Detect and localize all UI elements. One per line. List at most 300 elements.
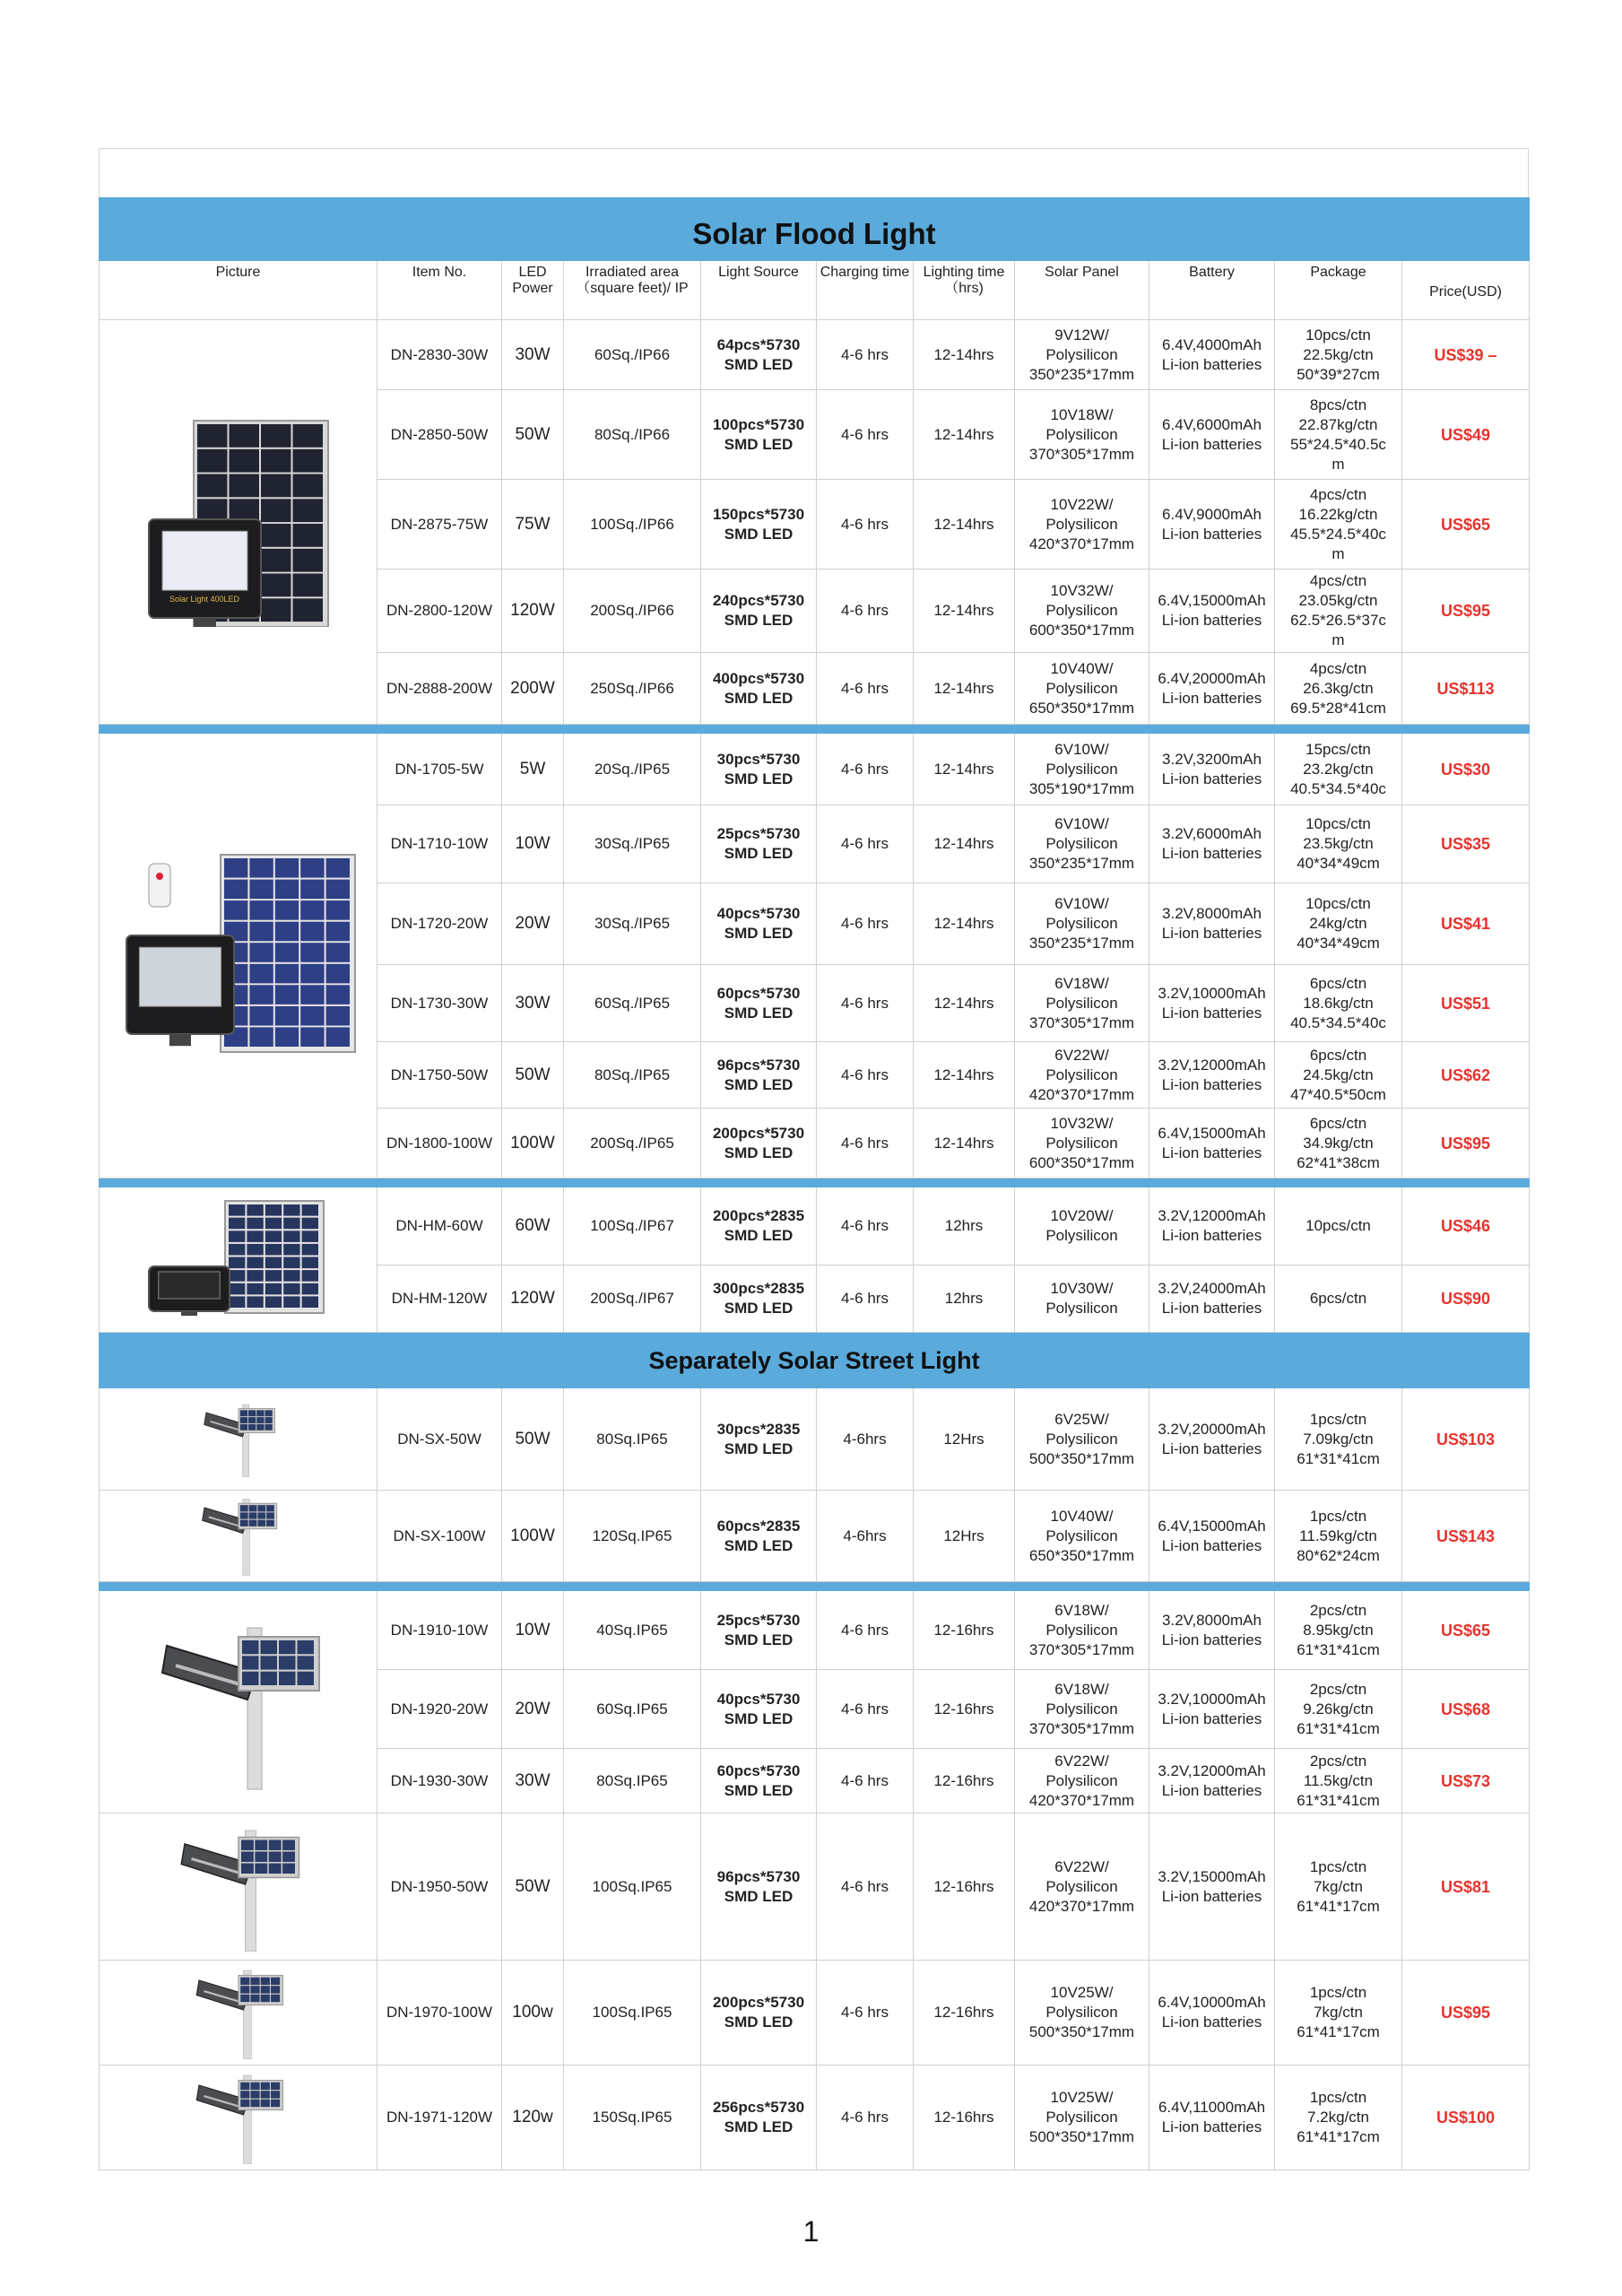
lighting-time-cell	[914, 1042, 1015, 1109]
lighting-time-cell-text: 12-14hrs	[933, 425, 994, 443]
price-cell-text: US$100	[1436, 2109, 1496, 2126]
light-source-cell	[701, 1109, 817, 1178]
svg-text:Solar Light 400LED: Solar Light 400LED	[169, 595, 239, 604]
charging-time-cell	[817, 1042, 914, 1109]
irradiated-area-cell	[564, 570, 701, 653]
lighting-time-cell-text: 12-14hrs	[933, 835, 994, 852]
price-cell	[1402, 1749, 1530, 1813]
solar-panel-cell	[1015, 1961, 1149, 2066]
battery-cell-text: 6.4V,10000mAh Li-ion batteries	[1158, 1994, 1266, 2031]
item-no-cell-text: DN-HM-120W	[391, 1290, 488, 1307]
irradiated-area-cell	[564, 390, 701, 480]
lighting-time-cell-text: 12hrs	[944, 1217, 984, 1234]
package-cell-text: 6pcs/ctn 24.5kg/ctn 47*40.5*50cm	[1290, 1046, 1386, 1103]
lighting-time-cell	[914, 1491, 1015, 1582]
item-no-cell-text: DN-1800-100W	[386, 1134, 493, 1152]
irradiated-area-cell-text: 100Sq./IP67	[590, 1217, 674, 1234]
flood-light-title: Solar Flood Light	[100, 198, 1530, 261]
led-power-cell-text: 50W	[515, 1065, 551, 1084]
package-cell-text: 8pcs/ctn 22.87kg/ctn 55*24.5*40.5c m	[1290, 396, 1386, 473]
irradiated-area-cell	[564, 883, 701, 965]
led-power-cell	[502, 965, 564, 1042]
light-source-cell	[701, 1670, 817, 1749]
led-power-cell-text: 60W	[515, 1216, 551, 1235]
package-cell-text: 1pcs/ctn 7.09kg/ctn 61*31*41cm	[1297, 1410, 1380, 1467]
irradiated-area-cell-text: 100Sq.IP65	[592, 2004, 672, 2021]
package-cell-text: 1pcs/ctn 7kg/ctn 61*41*17cm	[1297, 1857, 1380, 1915]
product-image	[100, 734, 377, 1178]
irradiated-area-cell-text: 250Sq./IP66	[590, 679, 674, 697]
price-cell-text: US$51	[1441, 994, 1491, 1013]
led-power-cell	[502, 1265, 564, 1333]
package-cell-text: 6pcs/ctn 34.9kg/ctn 62*41*38cm	[1297, 1114, 1380, 1171]
irradiated-area-cell	[564, 480, 701, 570]
package-cell	[1275, 570, 1402, 653]
package-cell	[1275, 1670, 1402, 1749]
charging-time-cell	[817, 1813, 914, 1961]
charging-time-cell	[817, 883, 914, 965]
item-no-cell-text: DN-HM-60W	[395, 1217, 483, 1234]
lighting-time-cell-text: 12-16hrs	[933, 1621, 994, 1639]
package-cell	[1275, 1749, 1402, 1813]
light-source-cell-text: 200pcs*5730 SMD LED	[712, 1124, 805, 1161]
light-source-cell-text: 60pcs*2835 SMD LED	[716, 1517, 801, 1554]
led-power-cell	[502, 1813, 564, 1961]
package-cell-text: 6pcs/ctn 18.6kg/ctn 40.5*34.5*40c	[1290, 974, 1386, 1031]
lighting-time-cell	[914, 320, 1015, 390]
price-cell	[1402, 1042, 1530, 1109]
package-cell-text: 1pcs/ctn 7kg/ctn 61*41*17cm	[1297, 1984, 1380, 2040]
led-power-cell-text: 100W	[510, 1526, 555, 1545]
light-source-cell	[701, 1042, 817, 1109]
item-no-cell-text: DN-1730-30W	[390, 994, 489, 1012]
charging-time-cell-text: 4-6 hrs	[841, 915, 889, 932]
lighting-time-cell	[914, 965, 1015, 1042]
charging-time-cell-text: 4-6 hrs	[841, 1065, 889, 1083]
product-table	[99, 197, 1530, 2170]
light-source-cell-text: 96pcs*5730 SMD LED	[716, 1056, 801, 1093]
lighting-time-cell	[914, 570, 1015, 653]
lighting-time-cell-text: 12-16hrs	[933, 2109, 994, 2126]
led-power-cell	[502, 570, 564, 653]
price-cell	[1402, 320, 1530, 390]
item-no-cell	[377, 1187, 502, 1265]
charging-time-cell	[817, 734, 914, 805]
battery-cell-text: 3.2V,12000mAh Li-ion batteries	[1158, 1761, 1266, 1799]
lighting-time-cell-text: 12-16hrs	[933, 2004, 994, 2021]
irradiated-area-cell	[564, 965, 701, 1042]
package-cell-text: 2pcs/ctn 11.5kg/ctn 61*31*41cm	[1297, 1752, 1380, 1809]
separator-bar	[100, 1582, 1530, 1591]
lighting-time-cell-text: 12-14hrs	[933, 1134, 994, 1152]
price-cell	[1402, 734, 1530, 805]
column-header: Lighting time（hrs)	[914, 261, 1015, 320]
item-no-cell-text: DN-1971-120W	[386, 2109, 493, 2126]
price-cell-text: US$46	[1441, 1217, 1491, 1235]
battery-cell	[1149, 653, 1275, 725]
solar-panel-cell	[1015, 1591, 1149, 1670]
item-no-cell	[377, 805, 502, 883]
battery-cell-text: 3.2V,8000mAh Li-ion batteries	[1161, 905, 1262, 942]
charging-time-cell	[817, 480, 914, 570]
light-source-cell-text: 25pcs*5730 SMD LED	[716, 1611, 801, 1648]
battery-cell-text: 3.2V,10000mAh Li-ion batteries	[1158, 984, 1266, 1022]
charging-time-cell	[817, 1961, 914, 2066]
package-cell	[1275, 2066, 1402, 2170]
solar-panel-cell-text: 10V30W/ Polysilicon	[1045, 1280, 1118, 1317]
lighting-time-cell	[914, 390, 1015, 480]
light-source-cell	[701, 570, 817, 653]
product-row	[100, 1491, 1530, 1582]
charging-time-cell-text: 4-6 hrs	[841, 1877, 889, 1895]
solar-panel-cell	[1015, 1670, 1149, 1749]
price-cell-text: US$143	[1436, 1526, 1496, 1545]
led-power-cell	[502, 480, 564, 570]
led-power-cell	[502, 320, 564, 390]
price-cell	[1402, 1187, 1530, 1265]
charging-time-cell-text: 4-6 hrs	[841, 425, 889, 443]
light-source-cell-text: 400pcs*5730 SMD LED	[712, 669, 805, 707]
led-power-cell	[502, 1187, 564, 1265]
battery-cell	[1149, 965, 1275, 1042]
street-light-with-pole-panel-icon	[149, 1789, 328, 1806]
irradiated-area-cell-text: 80Sq.IP65	[596, 1771, 668, 1789]
irradiated-area-cell-text: 60Sq./IP65	[594, 994, 671, 1012]
item-no-cell-text: DN-2800-120W	[386, 602, 493, 619]
solar-panel-cell-text: 10V20W/ Polysilicon	[1045, 1207, 1118, 1244]
light-source-cell	[701, 2066, 817, 2170]
product-image	[100, 1591, 377, 1813]
column-header: Package	[1275, 261, 1402, 320]
separator-bar	[100, 725, 1530, 734]
package-cell	[1275, 1187, 1402, 1265]
item-no-cell	[377, 1670, 502, 1749]
irradiated-area-cell	[564, 1265, 701, 1333]
separator-bar	[100, 1178, 1530, 1187]
solar-panel-cell	[1015, 1813, 1149, 1961]
item-no-cell	[377, 883, 502, 965]
led-power-cell-text: 5W	[519, 759, 546, 778]
led-power-cell	[502, 1670, 564, 1749]
charging-time-cell	[817, 1670, 914, 1749]
battery-cell-text: 3.2V,8000mAh Li-ion batteries	[1161, 1611, 1262, 1648]
battery-cell-text: 6.4V,4000mAh Li-ion batteries	[1161, 335, 1262, 373]
price-cell	[1402, 1491, 1530, 1582]
light-source-cell	[701, 1265, 817, 1333]
price-cell	[1402, 1813, 1530, 1961]
led-power-cell-text: 30W	[515, 993, 551, 1013]
lighting-time-cell	[914, 1388, 1015, 1491]
lighting-time-cell-text: 12-14hrs	[933, 915, 994, 932]
charging-time-cell-text: 4-6 hrs	[841, 2004, 889, 2021]
top-blank-area	[99, 148, 1529, 197]
column-header: Light Source	[701, 261, 817, 320]
led-power-cell-text: 20W	[515, 914, 551, 933]
light-source-cell	[701, 965, 817, 1042]
battery-cell	[1149, 1109, 1275, 1178]
price-cell-text: US$95	[1441, 602, 1491, 620]
price-cell-text: US$49	[1441, 425, 1491, 444]
led-power-cell-text: 120W	[510, 1289, 555, 1308]
lighting-time-cell-text: 12-14hrs	[933, 1065, 994, 1083]
solar-panel-cell	[1015, 1265, 1149, 1333]
solar-panel-cell	[1015, 1042, 1149, 1109]
package-cell-text: 2pcs/ctn 9.26kg/ctn 61*31*41cm	[1297, 1680, 1380, 1737]
led-power-cell	[502, 1042, 564, 1109]
charging-time-cell-text: 4-6 hrs	[841, 1217, 889, 1234]
street-light-dimensioned-100w-icon	[189, 2046, 288, 2063]
lighting-time-cell-text: 12-16hrs	[933, 1771, 994, 1789]
flood-light-title-row	[100, 198, 1530, 261]
charging-time-cell	[817, 653, 914, 725]
charging-time-cell	[817, 1749, 914, 1813]
item-no-cell-text: DN-1920-20W	[390, 1700, 489, 1718]
led-power-cell-text: 200W	[510, 678, 555, 698]
package-cell	[1275, 1491, 1402, 1582]
solar-panel-cell	[1015, 390, 1149, 480]
irradiated-area-cell	[564, 1749, 701, 1813]
battery-cell	[1149, 1749, 1275, 1813]
solar-panel-cell-text: 6V18W/ Polysilicon 370*305*17mm	[1028, 1601, 1135, 1658]
light-source-cell-text: 30pcs*5730 SMD LED	[716, 750, 801, 787]
item-no-cell-text: DN-1720-20W	[390, 915, 489, 932]
package-cell	[1275, 734, 1402, 805]
solar-panel-cell	[1015, 965, 1149, 1042]
product-row	[100, 1187, 1530, 1265]
lighting-time-cell	[914, 1109, 1015, 1178]
price-cell	[1402, 390, 1530, 480]
light-source-cell-text: 60pcs*5730 SMD LED	[716, 984, 801, 1022]
price-cell	[1402, 1591, 1530, 1670]
battery-cell	[1149, 1491, 1275, 1582]
irradiated-area-cell-text: 20Sq./IP65	[594, 760, 671, 778]
battery-cell	[1149, 883, 1275, 965]
lighting-time-cell-text: 12Hrs	[943, 1430, 984, 1448]
solar-panel-cell-text: 6V10W/ Polysilicon 350*235*17mm	[1028, 895, 1135, 952]
section-separator	[100, 1582, 1530, 1591]
charging-time-cell-text: 4-6 hrs	[841, 1700, 889, 1718]
light-source-cell-text: 60pcs*5730 SMD LED	[716, 1761, 801, 1799]
lighting-time-cell-text: 12-14hrs	[933, 679, 994, 697]
price-cell	[1402, 1388, 1530, 1491]
solar-panel-cell-text: 6V18W/ Polysilicon 370*305*17mm	[1028, 1680, 1135, 1737]
battery-cell	[1149, 570, 1275, 653]
product-row	[100, 1591, 1530, 1670]
street-light-100w-icon	[171, 1562, 306, 1579]
package-cell	[1275, 805, 1402, 883]
solar-panel-cell	[1015, 734, 1149, 805]
light-source-cell	[701, 883, 817, 965]
led-power-cell-text: 50W	[515, 424, 551, 444]
item-no-cell-text: DN-1750-50W	[390, 1065, 489, 1083]
column-header: LED Power	[502, 261, 564, 320]
package-cell-text: 4pcs/ctn 23.05kg/ctn 62.5*26.5*37c m	[1290, 572, 1386, 648]
battery-cell-text: 6.4V,20000mAh Li-ion batteries	[1158, 669, 1266, 707]
price-cell	[1402, 1670, 1530, 1749]
battery-cell-text: 6.4V,11000mAh Li-ion batteries	[1158, 2099, 1266, 2135]
item-no-cell	[377, 1491, 502, 1582]
battery-cell	[1149, 1961, 1275, 2066]
price-cell-text: US$81	[1441, 1877, 1491, 1896]
price-cell-text: US$68	[1441, 1700, 1491, 1718]
charging-time-cell	[817, 2066, 914, 2170]
lighting-time-cell-text: 12Hrs	[943, 1526, 984, 1544]
led-power-cell	[502, 1491, 564, 1582]
product-row	[100, 1961, 1530, 2066]
item-no-cell	[377, 1109, 502, 1178]
battery-cell-text: 3.2V,15000mAh Li-ion batteries	[1158, 1867, 1266, 1905]
irradiated-area-cell	[564, 2066, 701, 2170]
package-cell-text: 2pcs/ctn 8.95kg/ctn 61*31*41cm	[1297, 1601, 1380, 1658]
irradiated-area-cell	[564, 1042, 701, 1109]
package-cell	[1275, 1265, 1402, 1333]
light-source-cell-text: 240pcs*5730 SMD LED	[712, 592, 805, 629]
street-light-dimensioned-120w-icon	[189, 2151, 288, 2168]
item-no-cell-text: DN-1710-10W	[390, 835, 489, 852]
charging-time-cell	[817, 570, 914, 653]
light-source-cell	[701, 320, 817, 390]
charging-time-cell-text: 4-6 hrs	[841, 760, 889, 778]
price-cell-text: US$65	[1441, 1621, 1491, 1639]
led-power-cell-text: 30W	[515, 1770, 551, 1790]
light-source-cell	[701, 653, 817, 725]
irradiated-area-cell-text: 120Sq.IP65	[592, 1526, 672, 1544]
charging-time-cell-text: 4-6 hrs	[841, 1621, 889, 1639]
solar-panel-cell-text: 6V18W/ Polysilicon 370*305*17mm	[1028, 974, 1135, 1031]
price-cell-text: US$41	[1441, 915, 1491, 933]
led-power-cell-text: 10W	[515, 1620, 551, 1639]
irradiated-area-cell	[564, 1961, 701, 2066]
led-power-cell	[502, 2066, 564, 2170]
column-header: Picture	[100, 261, 377, 320]
irradiated-area-cell-text: 150Sq.IP65	[592, 2109, 672, 2126]
battery-cell-text: 3.2V,3200mAh Li-ion batteries	[1161, 750, 1262, 787]
item-no-cell	[377, 1749, 502, 1813]
solar-panel-cell-text: 10V40W/ Polysilicon 650*350*17mm	[1028, 659, 1135, 717]
charging-time-cell-text: 4-6 hrs	[841, 994, 889, 1012]
lighting-time-cell	[914, 480, 1015, 570]
light-source-cell	[701, 480, 817, 570]
light-source-cell-text: 40pcs*5730 SMD LED	[716, 1690, 801, 1727]
led-power-cell-text: 120W	[510, 601, 555, 620]
section-separator	[100, 725, 1530, 734]
column-header: Irradiated area（square feet)/ IP	[564, 261, 701, 320]
light-source-cell	[701, 1961, 817, 2066]
battery-cell-text: 6.4V,6000mAh Li-ion batteries	[1161, 415, 1262, 453]
lighting-time-cell	[914, 1670, 1015, 1749]
charging-time-cell-text: 4-6 hrs	[841, 1771, 889, 1789]
irradiated-area-cell	[564, 734, 701, 805]
charging-time-cell-text: 4-6 hrs	[841, 679, 889, 697]
package-cell	[1275, 1388, 1402, 1491]
product-row	[100, 320, 1530, 390]
solar-panel-cell	[1015, 2066, 1149, 2170]
light-source-cell-text: 200pcs*2835 SMD LED	[712, 1207, 805, 1244]
led-power-cell-text: 20W	[515, 1699, 551, 1718]
item-no-cell-text: DN-2875-75W	[390, 515, 489, 533]
item-no-cell	[377, 390, 502, 480]
light-source-cell-text: 30pcs*2835 SMD LED	[716, 1420, 801, 1457]
product-image	[100, 1388, 377, 1491]
charging-time-cell-text: 4-6 hrs	[841, 1134, 889, 1152]
light-source-cell	[701, 805, 817, 883]
street-light-50w-icon	[189, 1464, 288, 1481]
product-image	[100, 2066, 377, 2170]
led-power-cell	[502, 653, 564, 725]
lighting-time-cell-text: 12-14hrs	[933, 994, 994, 1012]
package-cell-text: 1pcs/ctn 7.2kg/ctn 61*41*17cm	[1297, 2089, 1380, 2145]
battery-cell	[1149, 734, 1275, 805]
package-cell	[1275, 480, 1402, 570]
light-source-cell-text: 25pcs*5730 SMD LED	[716, 825, 801, 862]
led-power-cell	[502, 1388, 564, 1491]
street-light-title-row	[100, 1333, 1530, 1388]
irradiated-area-cell-text: 200Sq./IP67	[590, 1290, 674, 1307]
package-cell	[1275, 653, 1402, 725]
battery-cell	[1149, 1042, 1275, 1109]
charging-time-cell	[817, 1265, 914, 1333]
item-no-cell-text: DN-2830-30W	[390, 345, 489, 363]
solar-panel-cell-text: 9V12W/ Polysilicon 350*235*17mm	[1028, 326, 1135, 383]
item-no-cell-text: DN-SX-50W	[397, 1430, 481, 1448]
price-cell-text: US$62	[1441, 1065, 1491, 1084]
lighting-time-cell	[914, 1961, 1015, 2066]
street-light-title: Separately Solar Street Light	[100, 1333, 1530, 1388]
irradiated-area-cell-text: 200Sq./IP65	[590, 1134, 674, 1152]
product-image	[100, 320, 377, 725]
battery-cell	[1149, 2066, 1275, 2170]
lighting-time-cell	[914, 734, 1015, 805]
charging-time-cell-text: 4-6 hrs	[841, 835, 889, 852]
battery-cell	[1149, 1388, 1275, 1491]
charging-time-cell	[817, 965, 914, 1042]
item-no-cell-text: DN-1705-5W	[395, 760, 484, 778]
floodlight-400led-with-panel-icon	[140, 595, 337, 631]
charging-time-cell-text: 4-6hrs	[843, 1526, 887, 1544]
battery-cell	[1149, 480, 1275, 570]
price-cell	[1402, 805, 1530, 883]
light-source-cell-text: 300pcs*2835 SMD LED	[712, 1280, 805, 1317]
solar-panel-cell	[1015, 1491, 1149, 1582]
solar-panel-cell-text: 10V25W/ Polysilicon 500*350*17mm	[1028, 1984, 1135, 2040]
lighting-time-cell-text: 12-14hrs	[933, 345, 994, 363]
item-no-cell	[377, 2066, 502, 2170]
item-no-cell	[377, 965, 502, 1042]
led-power-cell-text: 50W	[515, 1429, 551, 1448]
item-no-cell	[377, 1813, 502, 1961]
irradiated-area-cell-text: 100Sq./IP66	[590, 515, 674, 533]
battery-cell	[1149, 1265, 1275, 1333]
package-cell-text: 1pcs/ctn 11.59kg/ctn 80*62*24cm	[1297, 1507, 1380, 1564]
package-cell	[1275, 390, 1402, 480]
charging-time-cell	[817, 805, 914, 883]
solar-panel-cell-text: 6V10W/ Polysilicon 305*190*17mm	[1028, 740, 1135, 797]
lighting-time-cell	[914, 883, 1015, 965]
price-cell	[1402, 1961, 1530, 2066]
price-cell	[1402, 480, 1530, 570]
price-cell	[1402, 883, 1530, 965]
solar-panel-cell-text: 10V25W/ Polysilicon 500*350*17mm	[1028, 2089, 1135, 2145]
item-no-cell	[377, 653, 502, 725]
solar-panel-cell	[1015, 1388, 1149, 1491]
charging-time-cell	[817, 1388, 914, 1491]
price-cell	[1402, 653, 1530, 725]
price-cell	[1402, 2066, 1530, 2170]
lighting-time-cell	[914, 1187, 1015, 1265]
item-no-cell	[377, 480, 502, 570]
solar-panel-cell-text: 6V22W/ Polysilicon 420*370*17mm	[1028, 1752, 1135, 1809]
led-power-cell-text: 75W	[515, 514, 551, 534]
